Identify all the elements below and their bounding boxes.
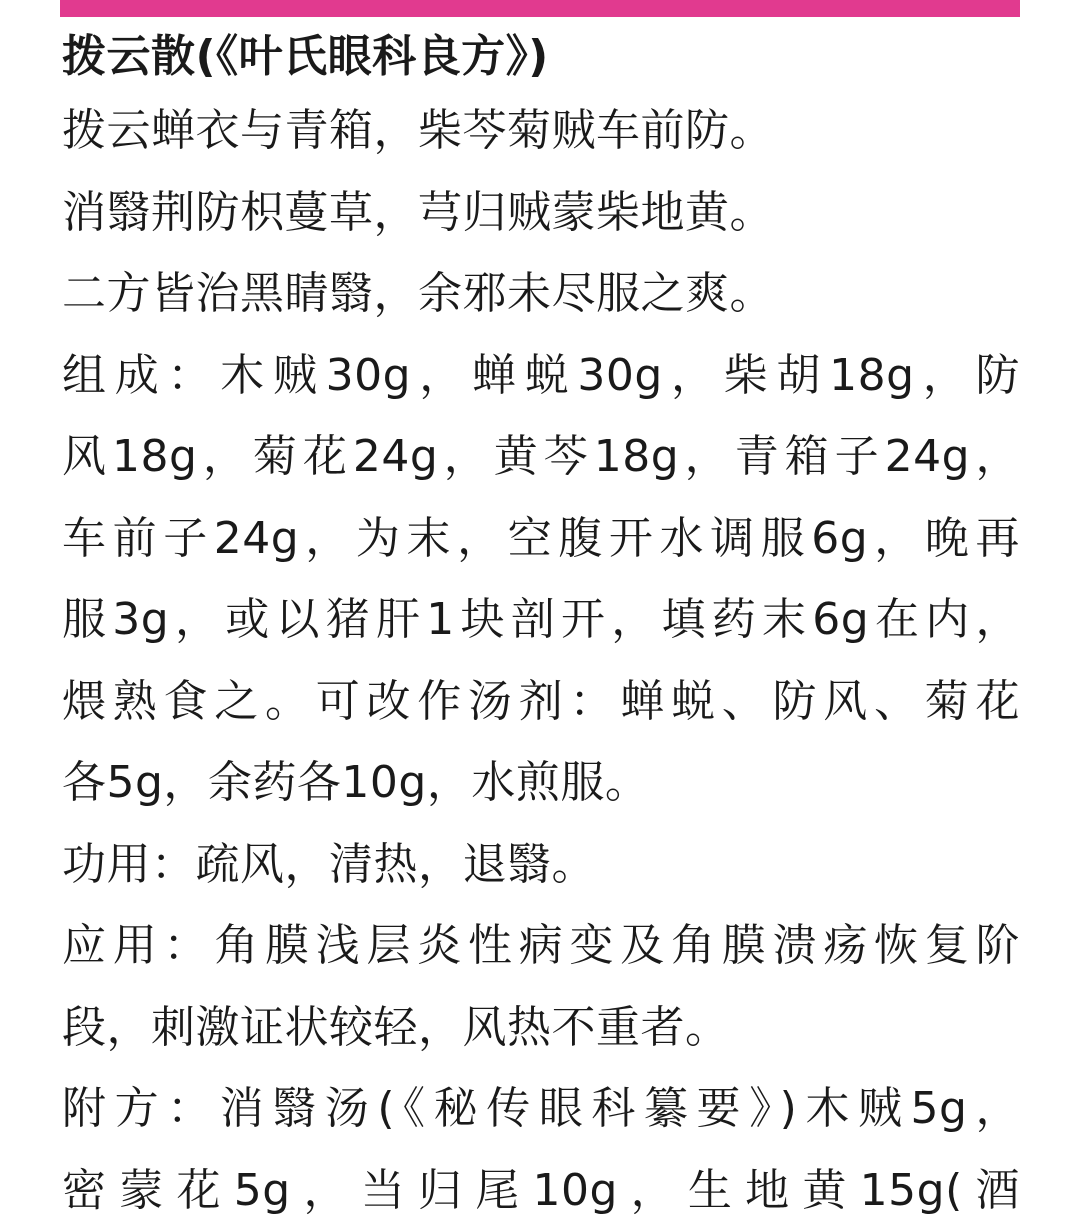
verse-line-1: 拨云蝉衣与青箱，柴芩菊贼车前防。 (62, 90, 1020, 172)
appendix-line-2: 密蒙花5g，当归尾10g，生地黄15g(酒 (62, 1150, 1020, 1231)
composition-line-4: 服3g，或以猪肝1块剖开，填药末6g在内， (62, 579, 1020, 661)
verse-line-3: 二方皆治黑睛翳，余邪未尽服之爽。 (62, 253, 1020, 335)
application-line-2: 段，刺激证状较轻，风热不重者。 (62, 987, 1020, 1069)
composition-line-6: 各5g，余药各10g，水煎服。 (62, 742, 1020, 824)
composition-line-1: 组成：木贼30g，蝉蜕30g，柴胡18g，防 (62, 335, 1020, 417)
appendix-line-1: 附方：消翳汤(《秘传眼科纂要》)木贼5g， (62, 1068, 1020, 1150)
application-line-1: 应用：角膜浅层炎性病变及角膜溃疡恢复阶 (62, 905, 1020, 987)
formula-title: 拨云散(《叶氏眼科良方》) (62, 24, 1020, 90)
verse-line-2: 消翳荆防枳蔓草，芎归贼蒙柴地黄。 (62, 172, 1020, 254)
composition-line-5: 煨熟食之。可改作汤剂：蝉蜕、防风、菊花 (62, 661, 1020, 743)
composition-line-3: 车前子24g，为末，空腹开水调服6g，晚再 (62, 498, 1020, 580)
accent-bar (60, 0, 1020, 17)
composition-line-2: 风18g，菊花24g，黄芩18g，青箱子24g， (62, 416, 1020, 498)
document-body (62, 24, 1020, 1231)
function-line: 功用：疏风，清热，退翳。 (62, 824, 1020, 906)
